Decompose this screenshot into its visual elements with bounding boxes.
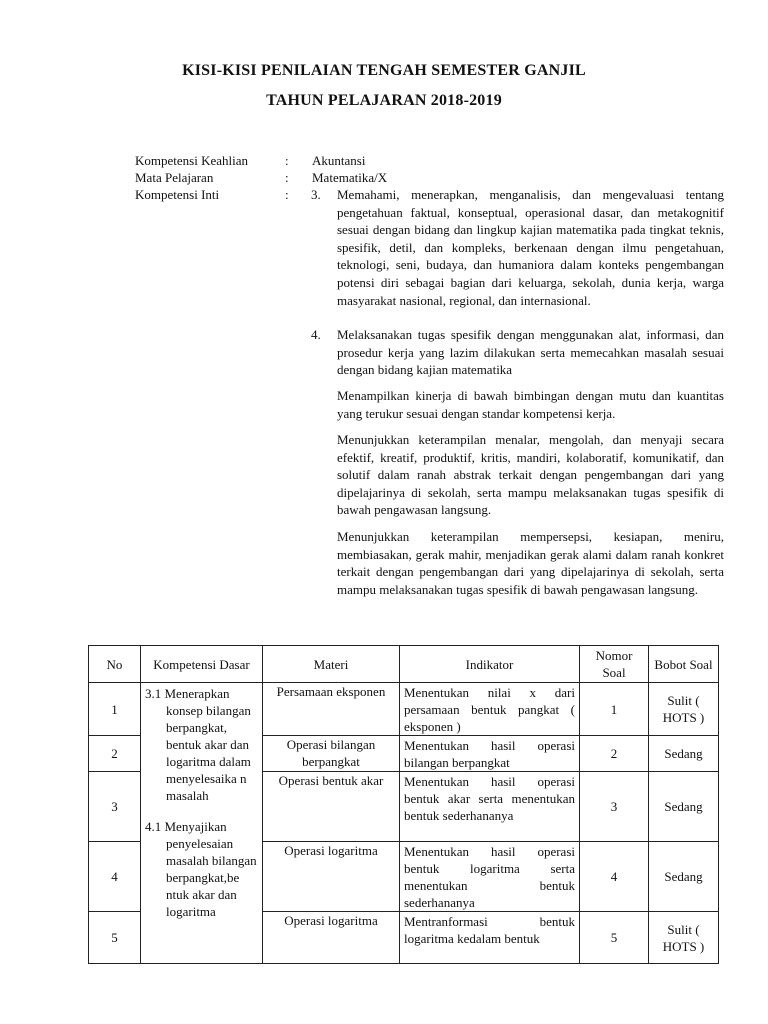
cell-bobot-soal: Sedang [649, 842, 719, 912]
header-materi: Materi [263, 646, 400, 683]
cell-bobot-soal: Sedang [649, 772, 719, 842]
cell-materi: Persamaan eksponen [263, 683, 400, 736]
cell-bobot-soal: Sulit ( HOTS ) [649, 912, 719, 964]
kd-block-3-1: 3.1 Menerapkan konsep bilangan berpangkat, bentuk akar dan logaritma dalam menyelesaika n masalah [145, 686, 251, 803]
ki-paragraph-2: Menunjukkan keterampilan menalar, mengolah, dan menyaji secara efektif, kreatif, produktif, kritis, mandiri, kolaboratif, komunikatif, dan solutif dalam ranah abstrak terkait dengan pengembangan dari yang dipelajarinya di sekolah, serta mampu melaksanakan tugas spesifik di bawah pengawasan langsung. [337, 432, 724, 518]
header-no: No [89, 646, 141, 683]
cell-no: 3 [89, 772, 141, 842]
cell-nomor-soal: 1 [580, 683, 649, 736]
cell-bobot-soal: Sulit ( HOTS ) [649, 683, 719, 736]
cell-no: 5 [89, 912, 141, 964]
header-nomor-soal: Nomor Soal [580, 646, 649, 683]
cell-nomor-soal: 4 [580, 842, 649, 912]
cell-materi: Operasi logaritma [263, 912, 400, 964]
cell-no: 4 [89, 842, 141, 912]
info-value: Akuntansi [312, 153, 366, 168]
table-row [89, 683, 719, 736]
cell-indikator: Menentukan hasil operasi bentuk logaritma serta menentukan bentuk sederhananya [400, 842, 580, 912]
cell-bobot-soal: Sedang [649, 736, 719, 772]
cell-nomor-soal: 2 [580, 736, 649, 772]
info-colon: : [285, 153, 289, 168]
info-label: Mata Pelajaran [135, 170, 214, 185]
ki-text: Memahami, menerapkan, menganalisis, dan mengevaluasi tentang pengetahuan faktual, konseptual, operasional dasar, dan metakognitif sesuai dengan bidang dan lingkup kajian matematika pada tingkat teknis, spesifik, detil, dan kompleks, berkenaan dengan ilmu pengetahuan, teknologi, seni, budaya, dan humaniora dalam konteks pengembangan potensi diri sebagai bagian dari keluarga, sekolah, dunia kerja, warga masyarakat nasional, regional, dan internasional. [337, 187, 724, 308]
kd-block-4-1: 4.1 Menyajikan penyelesaian masalah bilangan berpangkat,be ntuk akar dan logaritma [145, 819, 257, 919]
cell-materi: Operasi bentuk akar [263, 772, 400, 842]
info-label: Kompetensi Inti [135, 187, 220, 202]
cell-no: 1 [89, 683, 141, 736]
cell-materi: Operasi bilangan berpangkat [263, 736, 400, 772]
ki-paragraph-3: Menunjukkan keterampilan mempersepsi, kesiapan, meniru, membiasakan, gerak mahir, menjadikan gerak alami dalam ranah konkret terkait dengan pengembangan dari yang dipelajarinya di sekolah, serta mampu melaksanakan tugas spesifik di bawah pengawasan langsung. [337, 529, 724, 597]
kisi-kisi-table [88, 645, 719, 964]
cell-indikator: Menentukan hasil operasi bilangan berpangkat [400, 736, 580, 772]
cell-nomor-soal: 5 [580, 912, 649, 964]
info-colon: : [285, 170, 289, 185]
cell-nomor-soal: 3 [580, 772, 649, 842]
info-value: Matematika/X [312, 170, 388, 185]
cell-indikator: Menentukan nilai x dari persamaan bentuk pangkat ( eksponen ) [400, 683, 580, 736]
header-kompetensi-dasar: Kompetensi Dasar [141, 646, 263, 683]
table-header-row [89, 646, 719, 683]
document-subtitle: TAHUN PELAJARAN 2018-2019 [266, 92, 502, 109]
ki-number: 4. [311, 327, 321, 342]
document-title: KISI-KISI PENILAIAN TENGAH SEMESTER GANJIL [182, 62, 586, 79]
header-indikator: Indikator [400, 646, 580, 683]
cell-no: 2 [89, 736, 141, 772]
cell-materi: Operasi logaritma [263, 842, 400, 912]
ki-number: 3. [311, 187, 321, 202]
ki-paragraph-1: Menampilkan kinerja di bawah bimbingan dengan mutu dan kuantitas yang terukur sesuai dengan standar kompetensi kerja. [337, 388, 724, 421]
cell-indikator: Mentranformasi bentuk logaritma kedalam bentuk [400, 912, 580, 964]
header-bobot-soal: Bobot Soal [649, 646, 719, 683]
info-label: Kompetensi Keahlian [135, 153, 248, 168]
cell-kompetensi-dasar [141, 683, 263, 964]
info-colon: : [285, 187, 289, 202]
ki-text: Melaksanakan tugas spesifik dengan menggunakan alat, informasi, dan prosedur kerja yang lazim dilakukan serta memecahkan masalah sesuai dengan bidang kajian matematika [337, 327, 724, 378]
cell-indikator: Menentukan hasil operasi bentuk akar serta menentukan bentuk sederhananya [400, 772, 580, 842]
